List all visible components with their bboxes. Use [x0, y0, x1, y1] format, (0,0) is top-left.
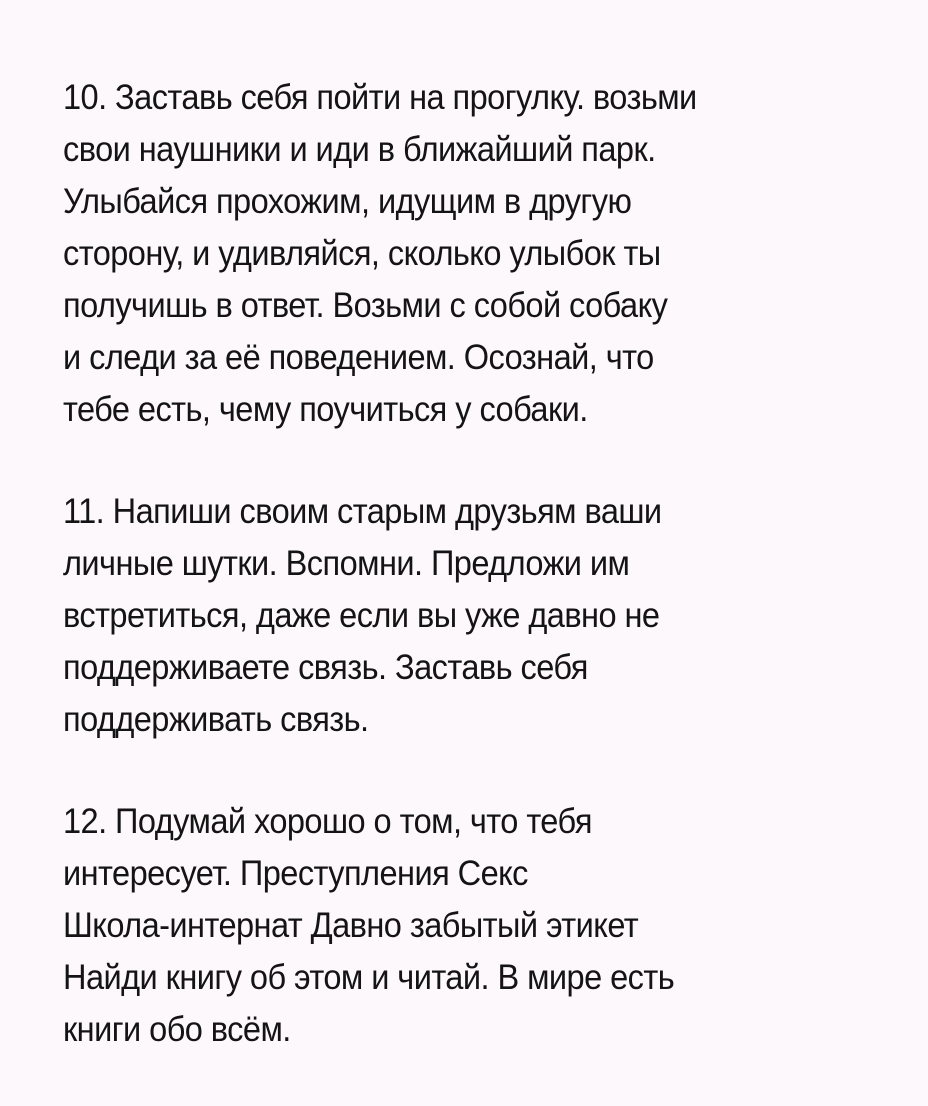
text-line: книги обо всём.	[63, 1010, 291, 1049]
text-line: Школа-интернат Давно забытый этикет	[63, 906, 639, 945]
text-line: 11. Напиши своим старым друзьям ваши	[63, 492, 662, 531]
text-line: интересует. Преступления Секс	[63, 854, 528, 893]
text-line: поддерживать связь.	[63, 700, 369, 739]
text-line: личные шутки. Вспомни. Предложи им	[63, 544, 630, 583]
text-line: 10. Заставь себя пойти на прогулку. возьми	[63, 78, 697, 117]
text-line: сторону, и удивляйся, сколько улыбок ты	[63, 234, 661, 273]
text-line: поддерживаете связь. Заставь себя	[63, 648, 588, 687]
text-line: Найди книгу об этом и читай. В мире есть	[63, 958, 675, 997]
document-page	[63, 72, 903, 1106]
tip-11-paragraph	[63, 486, 903, 746]
text-line: 12. Подумай хорошо о том, что тебя	[63, 802, 592, 841]
tip-12-paragraph	[63, 796, 903, 1056]
text-line: тебе есть, чему поучиться у собаки.	[63, 390, 588, 429]
text-line: и следи за её поведением. Осознай, что	[63, 338, 654, 377]
tip-10-paragraph	[63, 72, 903, 436]
text-line: свои наушники и иди в ближайший парк.	[63, 130, 656, 169]
text-line: получишь в ответ. Возьми с собой собаку	[63, 286, 668, 325]
text-line: встретиться, даже если вы уже давно не	[63, 596, 660, 635]
text-line: Улыбайся прохожим, идущим в другую	[63, 182, 632, 221]
